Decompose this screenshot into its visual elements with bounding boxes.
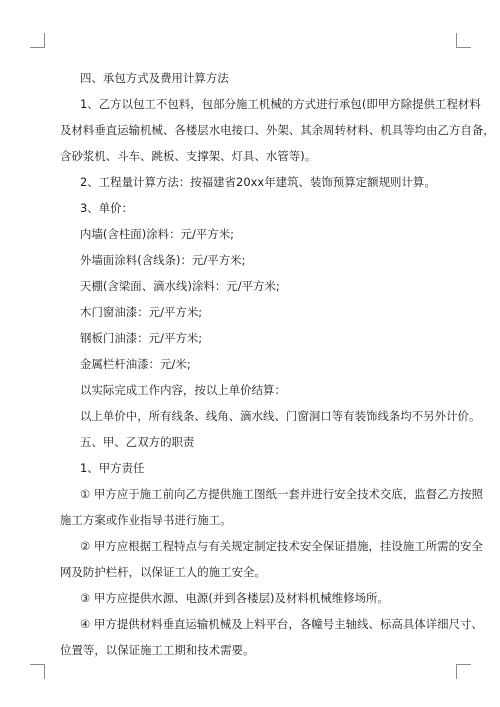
paragraph-line: 以上单价中，所有线条、线角、滴水线、门窗洞口等有装饰线条均不另外计价。 [80,409,481,423]
paragraph-line: 1、乙方以包工不包料，包部分施工机械的方式进行承包(即甲方除提供工程材料 [80,97,481,111]
crop-mark-bottom-left [30,664,45,679]
price-item: 外墙面涂料(含线条)：元/平方米; [80,253,246,267]
crop-mark-bottom-right [456,664,471,679]
paragraph-line: ② 甲方应根据工程特点与有关规定制定技术安全保证措施，挂设施工所需的安全 [80,539,483,553]
paragraph-line: ① 甲方应于施工前向乙方提供施工图纸一套并进行安全技术交底，监督乙方按照 [80,487,483,501]
paragraph-line: 网及防护栏杆，以保证工人的施工安全。 [60,565,266,579]
paragraph-line: 位置等，以保证施工工期和技术需要。 [60,643,255,657]
crop-mark-top-left [30,33,45,48]
paragraph-line: 3、单价： [80,201,134,215]
document-body [60,68,495,661]
paragraph-line: 及材料垂直运输机械、各楼层水电接口、外架、其余周转材料、机具等均由乙方自备， [60,123,495,137]
price-item: 金属栏杆油漆：元/米; [80,357,191,371]
paragraph-line: 2、工程量计算方法：按福建省20xx年建筑、装饰预算定额规则计算。 [80,175,436,189]
paragraph-line: ④ 甲方提供材料垂直运输机械及上料平台，各幢号主轴线、标高具体详细尺寸、 [80,617,483,631]
paragraph-line: 含砂浆机、斗车、跳板、支撑架、灯具、水管等)。 [60,149,317,163]
paragraph-line: 施工方案或作业指导书进行施工。 [60,513,232,527]
section-heading: 四、承包方式及费用计算方法 [80,71,229,85]
price-item: 木门窗油漆：元/平方米; [80,305,203,319]
crop-mark-top-right [456,33,471,48]
subsection-heading: 1、甲方责任 [80,461,145,475]
section-heading: 五、甲、乙双方的职责 [80,435,195,449]
price-item: 天棚(含梁面、滴水线)涂料：元/平方米; [80,279,280,293]
paragraph-line: ③ 甲方应提供水源、电源(并到各楼层)及材料机械维修场所。 [80,591,389,605]
price-item: 钢板门油漆：元/平方米; [80,331,203,345]
paragraph-line: 以实际完成工作内容，按以上单价结算： [80,383,286,397]
price-item: 内墙(含柱面)涂料：元/平方米; [80,227,235,241]
